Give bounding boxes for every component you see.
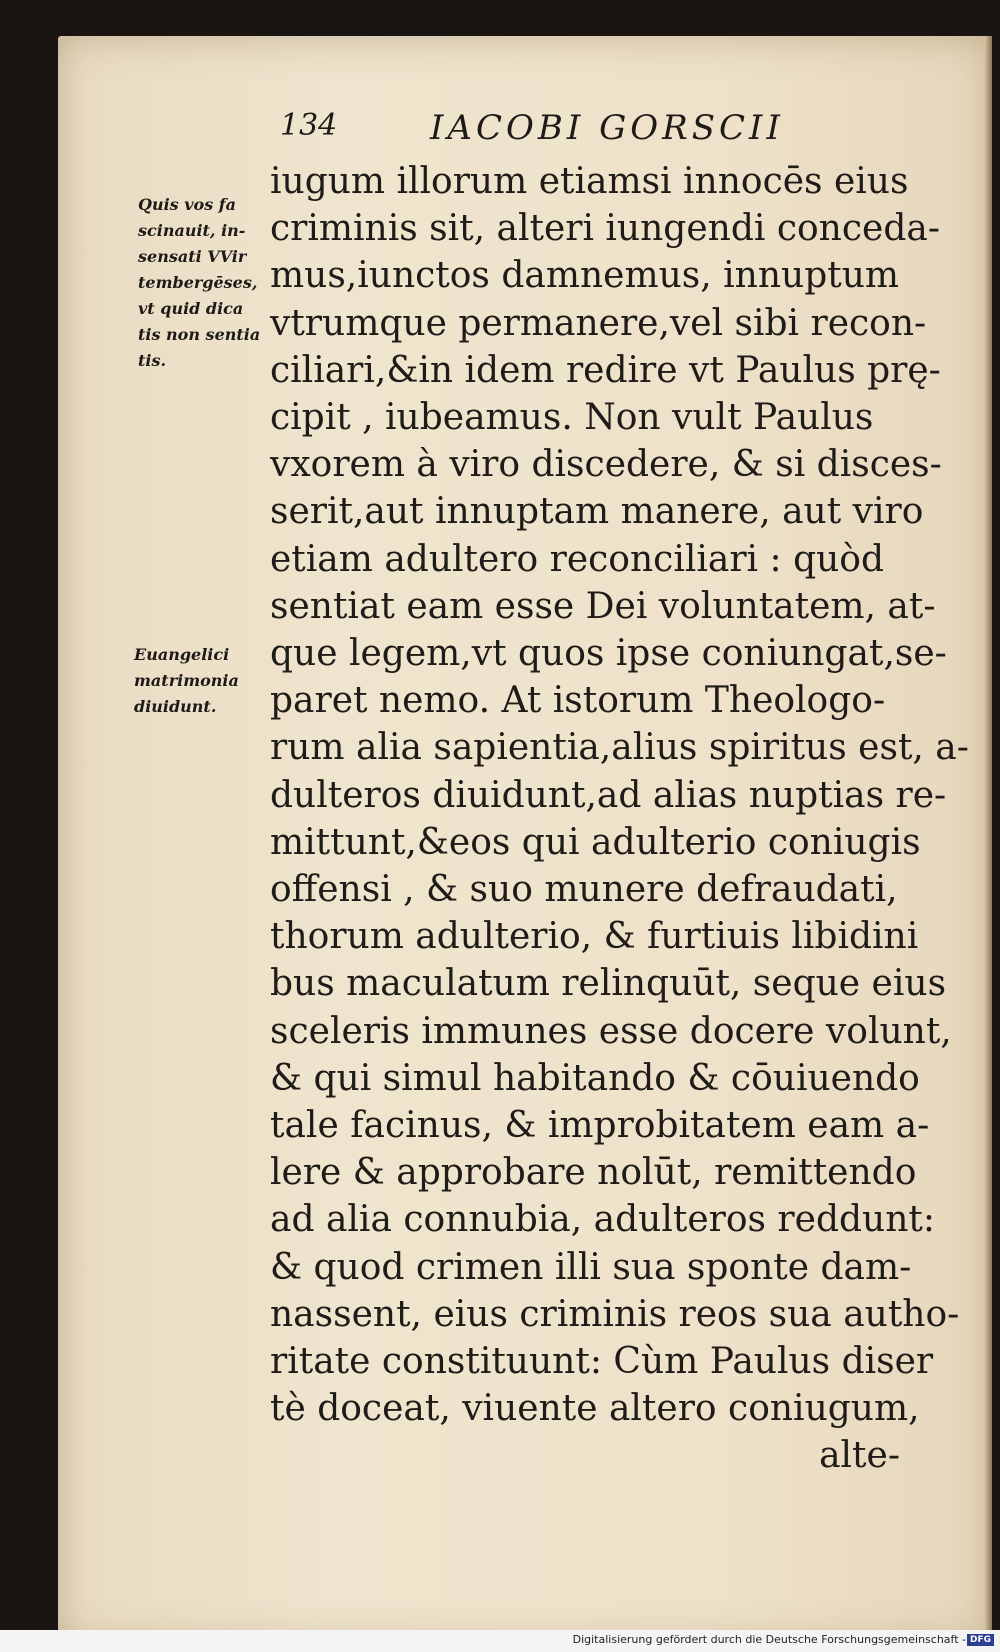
margin-note-line: tembergēses, (138, 273, 258, 292)
text-line: lere & approbare nolūt, remittendo (270, 1152, 917, 1194)
text-line: & qui simul habitando & cōuiuendo (270, 1057, 920, 1099)
margin-note-1 (138, 192, 260, 374)
body-text (270, 158, 969, 1480)
margin-note-line: matrimonia (134, 671, 239, 690)
text-line: sentiat eam esse Dei voluntatem, at- (270, 585, 936, 627)
margin-note-line: sensati VVir (138, 247, 247, 266)
margin-note-line: Euangelici (134, 645, 230, 664)
text-line: sceleris immunes esse docere volunt, (270, 1010, 952, 1052)
catchword: alte- (819, 1435, 900, 1477)
margin-note-line: diuidunt. (134, 697, 217, 716)
text-line: serit,aut innuptam manere, aut viro (270, 491, 924, 533)
text-line: mus,iunctos damnemus, innuptum (270, 255, 900, 297)
text-line: ad alia connubia, adulteros reddunt: (270, 1199, 935, 1241)
text-line: cipit , iubeamus. Non vult Paulus (270, 397, 874, 439)
dfg-logo: DFG (967, 1634, 994, 1646)
text-line: nassent, eius criminis reos sua autho- (270, 1293, 960, 1335)
margin-note-2 (134, 642, 239, 720)
text-line: vtrumque permanere,vel sibi recon- (270, 302, 927, 344)
footer-bar (0, 1630, 1000, 1652)
margin-note-line: Quis vos fa (138, 195, 237, 214)
text-line: ritate constituunt: Cùm Paulus diser (270, 1341, 934, 1383)
text-line: vxorem à viro discedere, & si disces- (270, 444, 942, 486)
margin-note-line: tis non sentia (138, 325, 261, 344)
margin-note-line: tis. (138, 351, 167, 370)
text-line: etiam adultero reconciliari : quòd (270, 538, 885, 580)
text-line: ciliari,&in idem redire vt Paulus prę- (270, 349, 941, 391)
text-line: dulteros diuidunt,ad alias nuptias re- (270, 774, 947, 816)
running-title: IACOBI GORSCII (430, 108, 784, 148)
text-line: paret nemo. At istorum Theologo- (270, 680, 886, 722)
page-edge (984, 36, 992, 1644)
funding-credit: Digitalisierung gefördert durch die Deutsche Forschungsgemeinschaft - (572, 1633, 966, 1646)
text-line: criminis sit, alteri iungendi conceda- (270, 208, 940, 250)
text-line: tè doceat, viuente altero coniugum, (270, 1388, 920, 1430)
text-line: mittunt,&eos qui adulterio coniugis (270, 821, 921, 863)
margin-note-line: scinauit, in- (138, 221, 246, 240)
text-line: tale facinus, & improbitatem eam a- (270, 1105, 930, 1147)
text-line: iugum illorum etiamsi innocēs eius (270, 161, 909, 202)
text-line: bus maculatum relinquūt, seque eius (270, 963, 947, 1005)
page-header (280, 108, 880, 152)
text-line: rum alia sapientia,alius spiritus est, a- (270, 727, 969, 769)
text-line: offensi , & suo munere defraudati, (270, 869, 898, 911)
page-number: 134 (280, 108, 338, 143)
margin-note-line: vt quid dica (138, 299, 244, 318)
text-line: & quod crimen illi sua sponte dam- (270, 1246, 912, 1288)
text-line: thorum adulterio, & furtiuis libidini (270, 916, 919, 958)
text-line: que legem,vt quos ipse coniungat,se- (270, 633, 947, 675)
